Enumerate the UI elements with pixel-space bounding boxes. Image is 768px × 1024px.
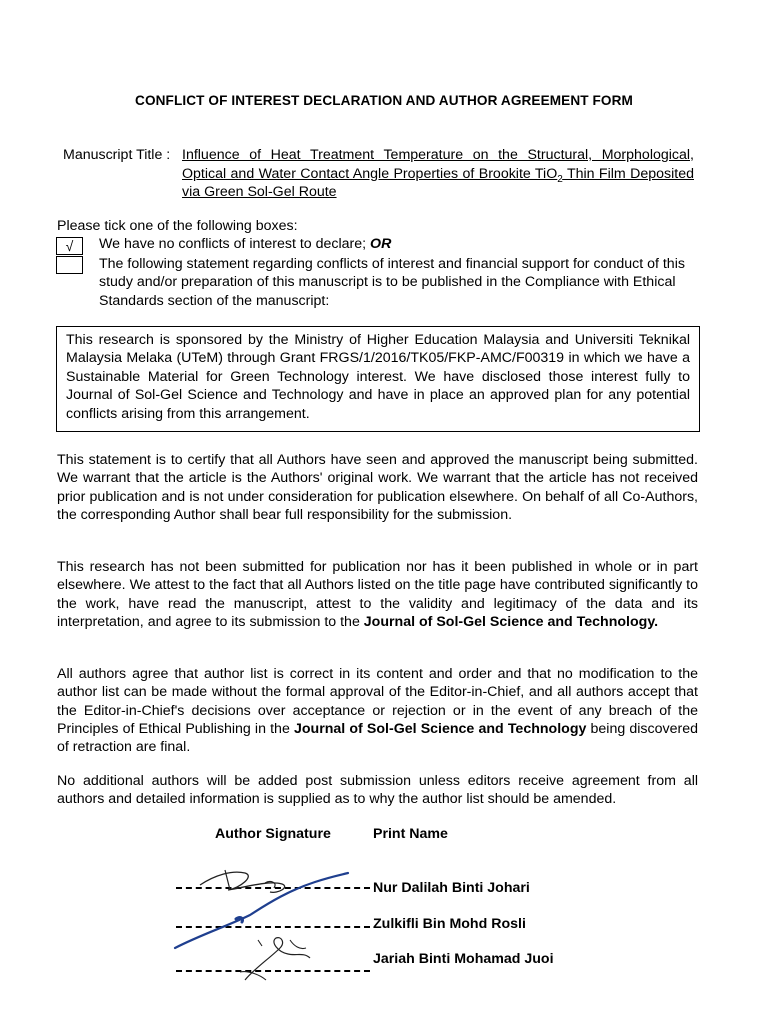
author-list-paragraph-tail: being discovered of retraction are final. [57, 720, 698, 756]
originality-paragraph [57, 558, 698, 631]
manuscript-title-text-end: Thin Film Deposited via Green Sol-Gel Route [182, 165, 694, 200]
author-list-paragraph-text: All authors agree that author list is correct in its content and order and that no modification to the author list can be made without the formal approval of the Editor-in-Chief, and all authors accept that the Editor-in-Chief's decisions over acceptance or rejection or in the event of any breach of the Principles of Ethical Publishing in the [57, 666, 698, 737]
author-name-2: Zulkifli Bin Mohd Rosli [373, 916, 526, 932]
author-signature-header: Author Signature [215, 826, 331, 842]
statement-checkbox[interactable] [56, 256, 83, 274]
conflict-statement-box: This research is sponsored by the Ministry of Higher Education Malaysia and Universiti Teknikal Malaysia Melaka (UTeM) through Grant FRGS/1/2016/TK05/FKP-AMC/F00319 in which we have a Sustainable Material for Green Technology interest. We have disclosed those interest fully to Journal of Sol-Gel Science and Technology and have in place an approved plan for any potential conflicts arising from this arrangement. [56, 326, 700, 432]
no-conflict-option [99, 236, 391, 252]
or-label: OR [370, 236, 392, 252]
manuscript-title [182, 146, 694, 202]
manuscript-title-text: Influence of Heat Treatment Temperature on the Structural, Morphological, Optical and Water Contact Angle Properties of Brookite TiO [182, 147, 694, 182]
no-conflict-option-label: We have no conflicts of interest to declare; [99, 236, 371, 252]
journal-name-bold: Journal of Sol-Gel Science and Technology. [363, 613, 659, 630]
author-list-paragraph [57, 665, 698, 756]
originality-paragraph-text: This research has not been submitted for publication nor has it been published in whole or in part elsewhere. We attest to the fact that all Authors listed on the title page have contributed significantly to the work, have read the manuscript, attest to the validity and legitimacy of the data and its interpretation, and agree to its submission to the [57, 559, 698, 630]
author-name-3: Jariah Binti Mohamad Juoi [373, 951, 554, 967]
form-title: CONFLICT OF INTEREST DECLARATION AND AUTHOR AGREEMENT FORM [135, 93, 633, 108]
no-conflict-checkbox[interactable]: √ [56, 237, 83, 255]
statement-option-label: The following statement regarding conflicts of interest and financial support for conduct of this study and/or preparation of this manuscript is to be published in the Compliance with Ethical Standards section of the manuscript: [99, 256, 685, 309]
print-name-header: Print Name [373, 826, 448, 842]
author-name-1: Nur Dalilah Binti Johari [373, 880, 530, 896]
manuscript-title-label: Manuscript Title : [63, 147, 171, 163]
manuscript-title-subscript: 2 [557, 173, 563, 185]
tick-instruction: Please tick one of the following boxes: [57, 218, 298, 234]
journal-name-bold-2: Journal of Sol-Gel Science and Technology [293, 720, 587, 737]
no-additional-authors-paragraph: No additional authors will be added post submission unless editors receive agreement from all authors and detailed information is supplied as to why the author list should be amended. [57, 773, 698, 808]
certification-paragraph: This statement is to certify that all Authors have seen and approved the manuscript being submitted. We warrant that the article is the Authors' original work. We warrant that the article has not received prior publication and is not under consideration for publication elsewhere. On behalf of all Co-Authors, the corresponding Author shall bear full responsibility for the submission. [57, 452, 698, 523]
handwritten-signatures [170, 840, 370, 990]
